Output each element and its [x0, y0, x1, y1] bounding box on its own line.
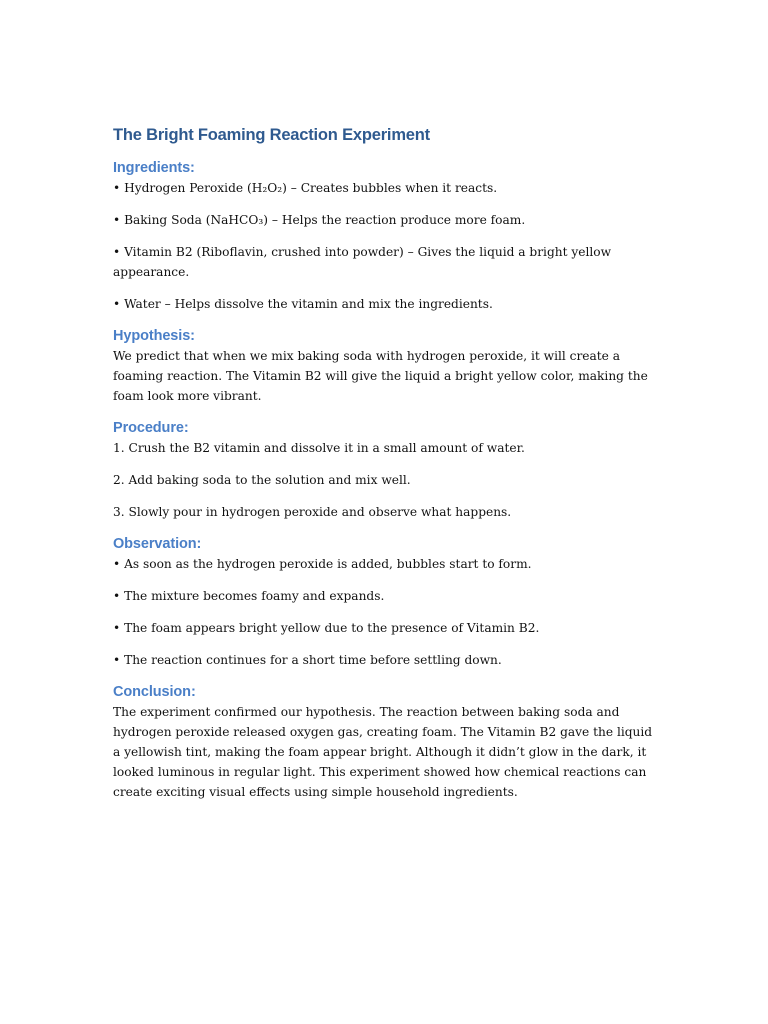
procedure-step-2: 2. Add baking soda to the solution and mix well.: [113, 473, 411, 487]
document-title: The Bright Foaming Reaction Experiment: [113, 126, 430, 144]
ingredient-item-baking-soda: • Baking Soda (NaHCO₃) – Helps the reaction produce more foam.: [113, 213, 526, 227]
hypothesis-section: [113, 326, 663, 406]
observation-item-yellow: • The foam appears bright yellow due to the presence of Vitamin B2.: [113, 621, 540, 635]
hypothesis-heading: Hypothesis:: [113, 328, 195, 344]
observation-section: [113, 534, 663, 670]
procedure-heading: Procedure:: [113, 420, 189, 436]
observation-item-settling: • The reaction continues for a short time before settling down.: [113, 653, 502, 667]
observation-list: [113, 554, 663, 670]
procedure-list: [113, 438, 663, 522]
ingredients-list: [113, 178, 663, 314]
ingredients-section: [113, 158, 663, 314]
document-page: [113, 124, 663, 814]
procedure-section: [113, 418, 663, 522]
conclusion-text: The experiment confirmed our hypothesis. The reaction between baking soda and hydrogen peroxide released oxygen gas, creating foam. The Vitamin B2 gave the liquid a yellowish tint, making the foam appear bright. Although it didn’t glow in the dark, it looked luminous in regular light. This experiment showed how chemical reactions can create exciting visual effects using simple household ingredients.: [113, 705, 653, 799]
hypothesis-text: We predict that when we mix baking soda with hydrogen peroxide, it will create a foaming reaction. The Vitamin B2 will give the liquid a bright yellow color, making the foam look more vibrant.: [113, 349, 648, 403]
observation-item-foamy: • The mixture becomes foamy and expands.: [113, 589, 385, 603]
ingredient-item-vitamin-b2: • Vitamin B2 (Riboflavin, crushed into powder) – Gives the liquid a bright yellow appearance.: [113, 245, 612, 279]
ingredient-item-water: • Water – Helps dissolve the vitamin and mix the ingredients.: [113, 297, 493, 311]
procedure-step-1: 1. Crush the B2 vitamin and dissolve it in a small amount of water.: [113, 441, 525, 455]
conclusion-section: [113, 682, 663, 802]
observation-item-bubbles: • As soon as the hydrogen peroxide is added, bubbles start to form.: [113, 557, 532, 571]
conclusion-heading: Conclusion:: [113, 684, 196, 700]
ingredient-item-hydrogen-peroxide: • Hydrogen Peroxide (H₂O₂) – Creates bubbles when it reacts.: [113, 181, 498, 195]
ingredients-heading: Ingredients:: [113, 160, 195, 176]
observation-heading: Observation:: [113, 536, 202, 552]
procedure-step-3: 3. Slowly pour in hydrogen peroxide and observe what happens.: [113, 505, 512, 519]
